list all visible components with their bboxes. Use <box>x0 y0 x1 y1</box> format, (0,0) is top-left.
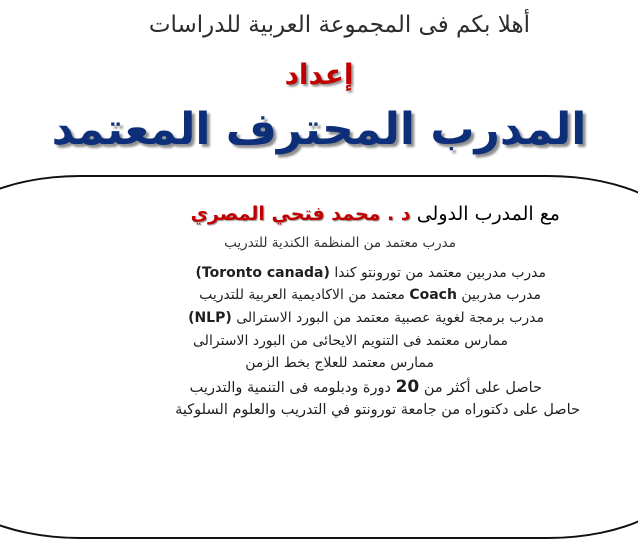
courses-prefix: حاصل على أكثر من <box>423 380 542 396</box>
trainer-bio <box>0 176 638 479</box>
coach-suffix: معتمد من الاكاديمية العربية للتدريب <box>199 287 405 303</box>
bio-line-timeline: ممارس معتمد للعلاج بخط الزمن <box>245 355 434 371</box>
courses-count: 20 <box>395 377 420 397</box>
courses-suffix: دورة ودبلومه فى التنمية والتدريب <box>189 380 391 396</box>
bio-line-doctorate: حاصل على دكتوراه من جامعة تورونتو في التدريب والعلوم السلوكية <box>175 402 580 418</box>
nlp-english: (NLP) <box>188 310 232 326</box>
bio-line-courses <box>190 377 542 397</box>
bio-line-nlp <box>188 310 544 326</box>
nlp-text: مدرب برمجة لغوية عصبية معتمد من البورد الاسترالى <box>236 310 544 326</box>
toronto-text: مدرب مدربين معتمد من تورونتو كندا <box>334 265 546 281</box>
bio-intro-line <box>191 203 560 225</box>
toronto-english: (Toronto canada) <box>195 265 330 281</box>
bio-line-coach <box>199 287 541 303</box>
coach-english: Coach <box>409 287 457 303</box>
prepared-by-label: إعداد <box>284 58 354 91</box>
intro-prefix: مع المدرب الدولى <box>416 203 560 225</box>
greeting-text: أهلا بكم فى المجموعة العربية للدراسات <box>148 12 530 38</box>
bio-line-canadian-org: مدرب معتمد من المنظمة الكندية للتدريب <box>224 235 456 251</box>
trainer-name: د . محمد فتحي المصري <box>190 203 411 225</box>
slide-header <box>0 0 638 200</box>
slide-title: المدرب المحترف المعتمد <box>51 104 587 155</box>
bio-line-hypnosis: ممارس معتمد فى التنويم الايحائى من البورد الاسترالى <box>193 333 508 349</box>
coach-prefix: مدرب مدربين <box>461 287 541 303</box>
bio-line-toronto <box>195 265 546 281</box>
